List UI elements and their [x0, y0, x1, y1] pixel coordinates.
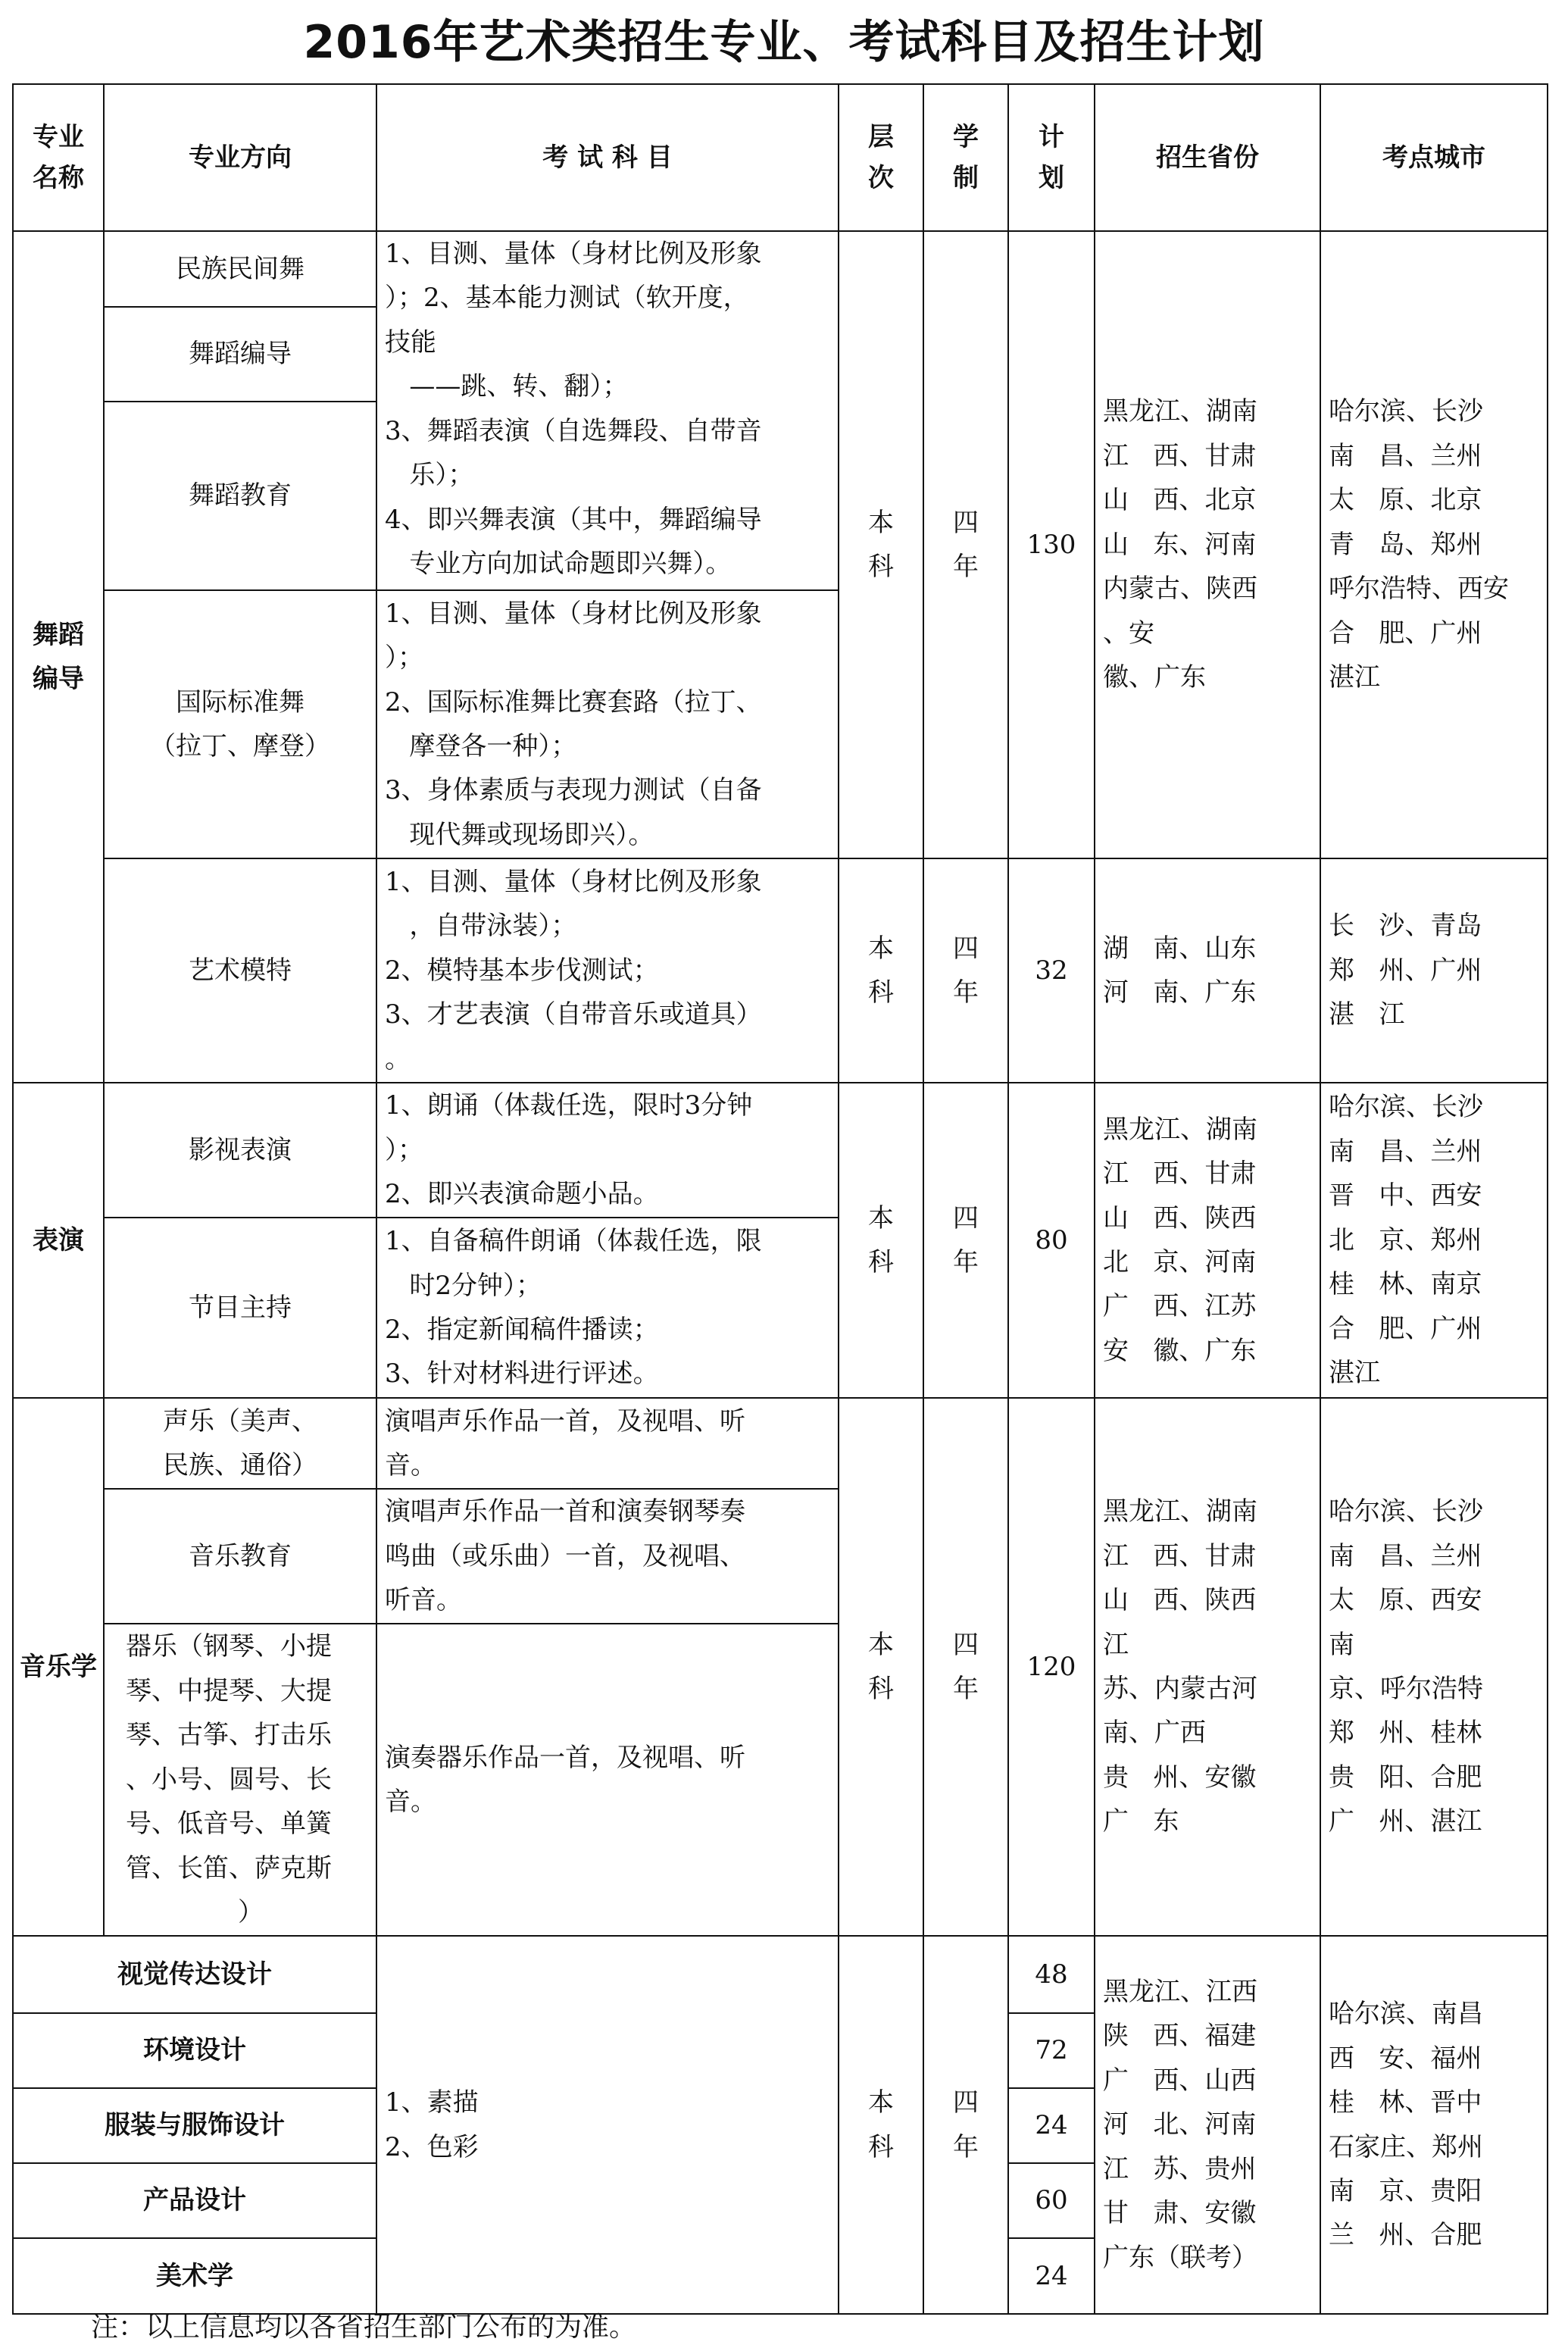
level-cell: [839, 858, 923, 1083]
province-line: 贵 州、安徽: [1103, 1762, 1257, 1793]
city-line: 广 州、湛江: [1329, 1806, 1482, 1837]
direction-cell: [104, 1398, 376, 1489]
cities-list: [1321, 1992, 1547, 2258]
exam-line: 演唱声乐作品一首和演奏钢琴奏: [385, 1496, 745, 1527]
level-text: 科: [868, 2131, 894, 2162]
direction-text: 琴、中提琴、大提: [126, 1675, 332, 1706]
city-line: 晋 中、西安: [1329, 1180, 1482, 1212]
exam-line: ）；: [385, 1134, 423, 1165]
level-cell: [839, 231, 923, 858]
cities-list: [1321, 1490, 1547, 1844]
exam-line: ）；: [385, 642, 423, 674]
cities-cell: [1320, 1083, 1548, 1398]
direction-cell: 节目主持: [104, 1218, 376, 1398]
header-text: 名称: [33, 163, 84, 193]
exam-line: 1、目测、量体（身材比例及形象: [385, 239, 762, 269]
duration-cell: [923, 858, 1008, 1083]
major-cell-acting: 表演: [13, 1083, 104, 1398]
duration-text: 年: [953, 1247, 979, 1277]
header-text: 学: [953, 121, 979, 152]
table-row: [13, 1083, 1548, 1218]
direction-cell: [104, 1624, 376, 1936]
duration-text: 年: [953, 1674, 979, 1704]
exam-cell: [376, 1624, 839, 1936]
exam-line: 听音。: [385, 1585, 462, 1616]
direction-cell: 音乐教育: [104, 1489, 376, 1624]
exam-line: 2、国际标准舞比赛套路（拉丁、: [385, 686, 762, 718]
city-line: 南: [1329, 1629, 1354, 1660]
city-line: 京、呼尔浩特: [1329, 1674, 1483, 1704]
direction-text: 管、长笛、萨克斯: [126, 1852, 332, 1884]
design-major-cell: 服装与服饰设计: [13, 2088, 376, 2163]
direction-text: ）: [238, 1897, 264, 1928]
exam-line: 1、素描: [385, 2087, 479, 2118]
provinces-cell: [1095, 1936, 1320, 2314]
city-line: 哈尔滨、南昌: [1329, 1999, 1483, 2030]
province-line: 苏、内蒙古河: [1103, 1674, 1257, 1704]
province-line: 黑龙江、湖南: [1103, 1114, 1257, 1145]
direction-text: 声乐（美声、: [163, 1405, 317, 1437]
exam-line: 3、针对材料进行评述。: [385, 1358, 659, 1390]
header-provinces: 招生省份: [1095, 84, 1320, 231]
header-cities: 考点城市: [1320, 84, 1548, 231]
province-line: 甘 肃、安徽: [1103, 2198, 1257, 2229]
provinces-list: [1095, 927, 1320, 1015]
exam-line: 2、即兴表演命题小品。: [385, 1179, 659, 1210]
province-line: 江 西、甘肃: [1103, 1540, 1257, 1571]
exam-line: 鸣曲（或乐曲）一首，及视唱、: [385, 1540, 745, 1571]
footnote: 注：以上信息均以各省招生部门公布的为准。: [91, 2312, 637, 2343]
city-line: 桂 林、晋中: [1329, 2087, 1482, 2118]
city-line: 郑 州、广州: [1329, 955, 1482, 986]
direction-text: 琴、古筝、打击乐: [126, 1720, 332, 1751]
exam-line: 演奏器乐作品一首，及视唱、听: [385, 1742, 745, 1773]
major-text: 舞蹈: [33, 619, 84, 650]
exam-line: 1、朗诵（体裁任选，限时3分钟: [385, 1090, 753, 1121]
exam-line: 4、即兴舞表演（其中，舞蹈编导: [385, 504, 762, 535]
province-line: 黑龙江、湖南: [1103, 1496, 1257, 1527]
province-line: 徽、广东: [1103, 662, 1206, 693]
city-line: 南 昌、兰州: [1329, 1540, 1482, 1571]
table-row: [13, 858, 1548, 1083]
city-line: 桂 林、南京: [1329, 1269, 1482, 1300]
province-line: 安 徽、广东: [1103, 1335, 1257, 1366]
city-line: 北 京、郑州: [1329, 1224, 1482, 1255]
province-line: 广 西、山西: [1103, 2065, 1257, 2096]
city-line: 西 安、福州: [1329, 2043, 1482, 2074]
direction-text: 、小号、圆号、长: [126, 1764, 332, 1795]
duration-cell: [923, 231, 1008, 858]
design-major-cell: 美术学: [13, 2238, 376, 2314]
city-line: 湛 江: [1329, 999, 1405, 1030]
level-text: 本: [868, 933, 894, 964]
province-line: 江: [1103, 1629, 1129, 1660]
city-line: 郑 州、桂林: [1329, 1718, 1482, 1749]
province-line: 陕 西、福建: [1103, 2021, 1257, 2052]
level-text: 科: [868, 977, 894, 1008]
province-line: 河 北、河南: [1103, 2109, 1257, 2140]
exam-line: 1、目测、量体（身材比例及形象: [385, 598, 762, 629]
direction-cell: 舞蹈编导: [104, 307, 376, 402]
city-line: 贵 阳、合肥: [1329, 1762, 1482, 1793]
province-line: 山 西、陕西: [1103, 1202, 1257, 1233]
cities-list: [1321, 389, 1547, 699]
city-line: 南 京、贵阳: [1329, 2175, 1482, 2206]
duration-text: 年: [953, 2131, 979, 2162]
major-cell-dance: [13, 231, 104, 1083]
header-plan: [1008, 84, 1095, 231]
duration-text: 四: [953, 1202, 979, 1233]
city-line: 哈尔滨、长沙: [1329, 396, 1483, 427]
table-row: [13, 1936, 1548, 2013]
cities-list: [1321, 1085, 1547, 1395]
exam-line: 1、目测、量体（身材比例及形象: [385, 866, 762, 897]
exam-cell: [376, 231, 839, 590]
major-text: 编导: [33, 664, 84, 694]
city-line: 湛江: [1329, 1358, 1380, 1389]
level-text: 本: [868, 1202, 894, 1233]
city-line: 太 原、西安: [1329, 1585, 1482, 1616]
duration-cell: [923, 1083, 1008, 1398]
level-text: 科: [868, 1247, 894, 1277]
province-line: 北 京、河南: [1103, 1247, 1257, 1277]
plan-cell: 120: [1008, 1398, 1095, 1936]
design-major-cell: 环境设计: [13, 2013, 376, 2088]
direction-cell: [104, 590, 376, 858]
table-row: [13, 231, 1548, 307]
cities-cell: [1320, 1398, 1548, 1936]
city-line: 合 肥、广州: [1329, 1313, 1482, 1344]
city-line: 呼尔浩特、西安: [1329, 574, 1509, 605]
cities-cell: [1320, 858, 1548, 1083]
city-line: 南 昌、兰州: [1329, 440, 1482, 471]
duration-text: 四: [953, 1629, 979, 1660]
city-line: 哈尔滨、长沙: [1329, 1092, 1483, 1123]
city-line: 哈尔滨、长沙: [1329, 1496, 1483, 1527]
exam-line: 演唱声乐作品一首，及视唱、听: [385, 1405, 745, 1437]
cities-cell: [1320, 231, 1548, 858]
city-line: 南 昌、兰州: [1329, 1136, 1482, 1167]
level-text: 本: [868, 1629, 894, 1660]
header-text: 层: [868, 121, 894, 152]
exam-line: 乐）；: [385, 460, 474, 491]
city-line: 青 岛、郑州: [1329, 529, 1482, 560]
exam-line: 2、色彩: [385, 2131, 479, 2162]
exam-cell: [376, 1398, 839, 1489]
city-line: 长 沙、青岛: [1329, 911, 1482, 942]
province-line: 黑龙江、湖南: [1103, 396, 1257, 427]
exam-cell: [376, 1083, 839, 1218]
exam-line: 2、模特基本步伐测试；: [385, 955, 659, 986]
header-duration: [923, 84, 1008, 231]
level-text: 本: [868, 507, 894, 538]
header-exam: 考 试 科 目: [376, 84, 839, 231]
exam-line: 3、才艺表演（自带音乐或道具）: [385, 999, 762, 1030]
city-line: 太 原、北京: [1329, 485, 1482, 516]
header-row: [13, 84, 1548, 231]
direction-cell: 影视表演: [104, 1083, 376, 1218]
duration-text: 四: [953, 933, 979, 964]
provinces-cell: [1095, 858, 1320, 1083]
exam-cell: [376, 590, 839, 858]
province-line: 江 西、甘肃: [1103, 440, 1257, 471]
plan-cell: 24: [1008, 2238, 1095, 2314]
exam-line: ——跳、转、翻）；: [385, 371, 629, 402]
province-line: 湖 南、山东: [1103, 933, 1257, 964]
direction-cell: 艺术模特: [104, 858, 376, 1083]
level-text: 科: [868, 552, 894, 582]
exam-line: 摩登各一种）；: [385, 731, 577, 761]
exam-line: 1、自备稿件朗诵（体裁任选，限: [385, 1226, 762, 1257]
duration-text: 四: [953, 507, 979, 538]
exam-line: 时2分钟）；: [385, 1270, 542, 1301]
province-line: 广东（联考）: [1103, 2242, 1257, 2273]
city-line: 湛江: [1329, 662, 1380, 693]
exam-line: 技能: [385, 327, 436, 358]
province-line: 江 苏、贵州: [1103, 2153, 1257, 2184]
cities-cell: [1320, 1936, 1548, 2314]
exam-line: 。: [385, 1043, 411, 1074]
city-line: 石家庄、郑州: [1329, 2131, 1483, 2162]
design-major-cell: 视觉传达设计: [13, 1936, 376, 2013]
provinces-cell: [1095, 231, 1320, 858]
direction-cell: 民族民间舞: [104, 231, 376, 307]
admission-plan-table: [12, 83, 1548, 2315]
provinces-cell: [1095, 1398, 1320, 1936]
header-level: [839, 84, 923, 231]
direction-text: 号、低音号、单簧: [126, 1809, 332, 1840]
city-line: 合 肥、广州: [1329, 617, 1482, 649]
exam-cell: [376, 1489, 839, 1624]
level-cell: [839, 1398, 923, 1936]
exam-line: 3、舞蹈表演（自选舞段、自带音: [385, 415, 762, 446]
exam-cell: [376, 1218, 839, 1398]
level-cell: [839, 1936, 923, 2314]
exam-line: 音。: [385, 1787, 436, 1817]
duration-text: 年: [953, 977, 979, 1008]
exam-line: ，自带泳装）；: [385, 911, 577, 942]
header-major-name: [13, 84, 104, 231]
province-line: 黑龙江、江西: [1103, 1976, 1257, 2007]
level-text: 科: [868, 1674, 894, 1704]
province-line: 、安: [1103, 617, 1154, 649]
duration-cell: [923, 1936, 1008, 2314]
plan-cell: 48: [1008, 1936, 1095, 2013]
plan-cell: 60: [1008, 2163, 1095, 2238]
exam-line: 现代舞或现场即兴）。: [385, 819, 654, 850]
provinces-list: [1095, 1108, 1320, 1374]
province-line: 江 西、甘肃: [1103, 1158, 1257, 1190]
level-text: 本: [868, 2087, 894, 2118]
province-line: 山 西、陕西: [1103, 1585, 1257, 1616]
design-major-cell: 产品设计: [13, 2163, 376, 2238]
header-text: 制: [953, 163, 979, 193]
provinces-list: [1095, 389, 1320, 699]
plan-cell: 72: [1008, 2013, 1095, 2088]
header-text: 次: [868, 163, 894, 193]
plan-cell: 32: [1008, 858, 1095, 1083]
table-row: [13, 1398, 1548, 1489]
header-text: 划: [1039, 163, 1064, 193]
cities-list: [1321, 904, 1547, 1036]
province-line: 山 西、北京: [1103, 485, 1257, 516]
exam-cell: [376, 1936, 839, 2314]
provinces-list: [1095, 1490, 1320, 1844]
direction-text: 国际标准舞: [176, 686, 305, 718]
province-line: 山 东、河南: [1103, 529, 1257, 560]
exam-line: 音。: [385, 1450, 436, 1480]
direction-text: （拉丁、摩登）: [150, 731, 330, 761]
plan-cell: 130: [1008, 231, 1095, 858]
plan-cell: 24: [1008, 2088, 1095, 2163]
exam-line: 专业方向加试命题即兴舞）。: [385, 549, 732, 580]
province-line: 内蒙古、陕西: [1103, 574, 1257, 605]
major-cell-music: 音乐学: [13, 1398, 104, 1936]
province-line: 南、广西: [1103, 1718, 1206, 1749]
exam-cell: [376, 858, 839, 1083]
duration-text: 四: [953, 2087, 979, 2118]
duration-cell: [923, 1398, 1008, 1936]
exam-line: 3、身体素质与表现力测试（自备: [385, 775, 762, 806]
direction-text: 民族、通俗）: [163, 1450, 317, 1480]
level-cell: [839, 1083, 923, 1398]
provinces-list: [1095, 1970, 1320, 2280]
direction-cell: 舞蹈教育: [104, 402, 376, 590]
provinces-cell: [1095, 1083, 1320, 1398]
duration-text: 年: [953, 552, 979, 582]
province-line: 广 东: [1103, 1806, 1179, 1837]
province-line: 广 西、江苏: [1103, 1291, 1257, 1322]
header-text: 计: [1039, 121, 1064, 152]
direction-text: 器乐（钢琴、小提: [126, 1631, 332, 1662]
exam-line: 2、指定新闻稿件播读；: [385, 1315, 659, 1345]
province-line: 河 南、广东: [1103, 977, 1257, 1008]
city-line: 兰 州、合肥: [1329, 2220, 1482, 2251]
header-direction: 专业方向: [104, 84, 376, 231]
exam-line: ）；2、基本能力测试（软开度，: [385, 283, 749, 314]
header-text: 专业: [33, 121, 84, 152]
page-title: 2016年艺术类招生专业、考试科目及招生计划: [303, 16, 1265, 69]
plan-cell: 80: [1008, 1083, 1095, 1398]
